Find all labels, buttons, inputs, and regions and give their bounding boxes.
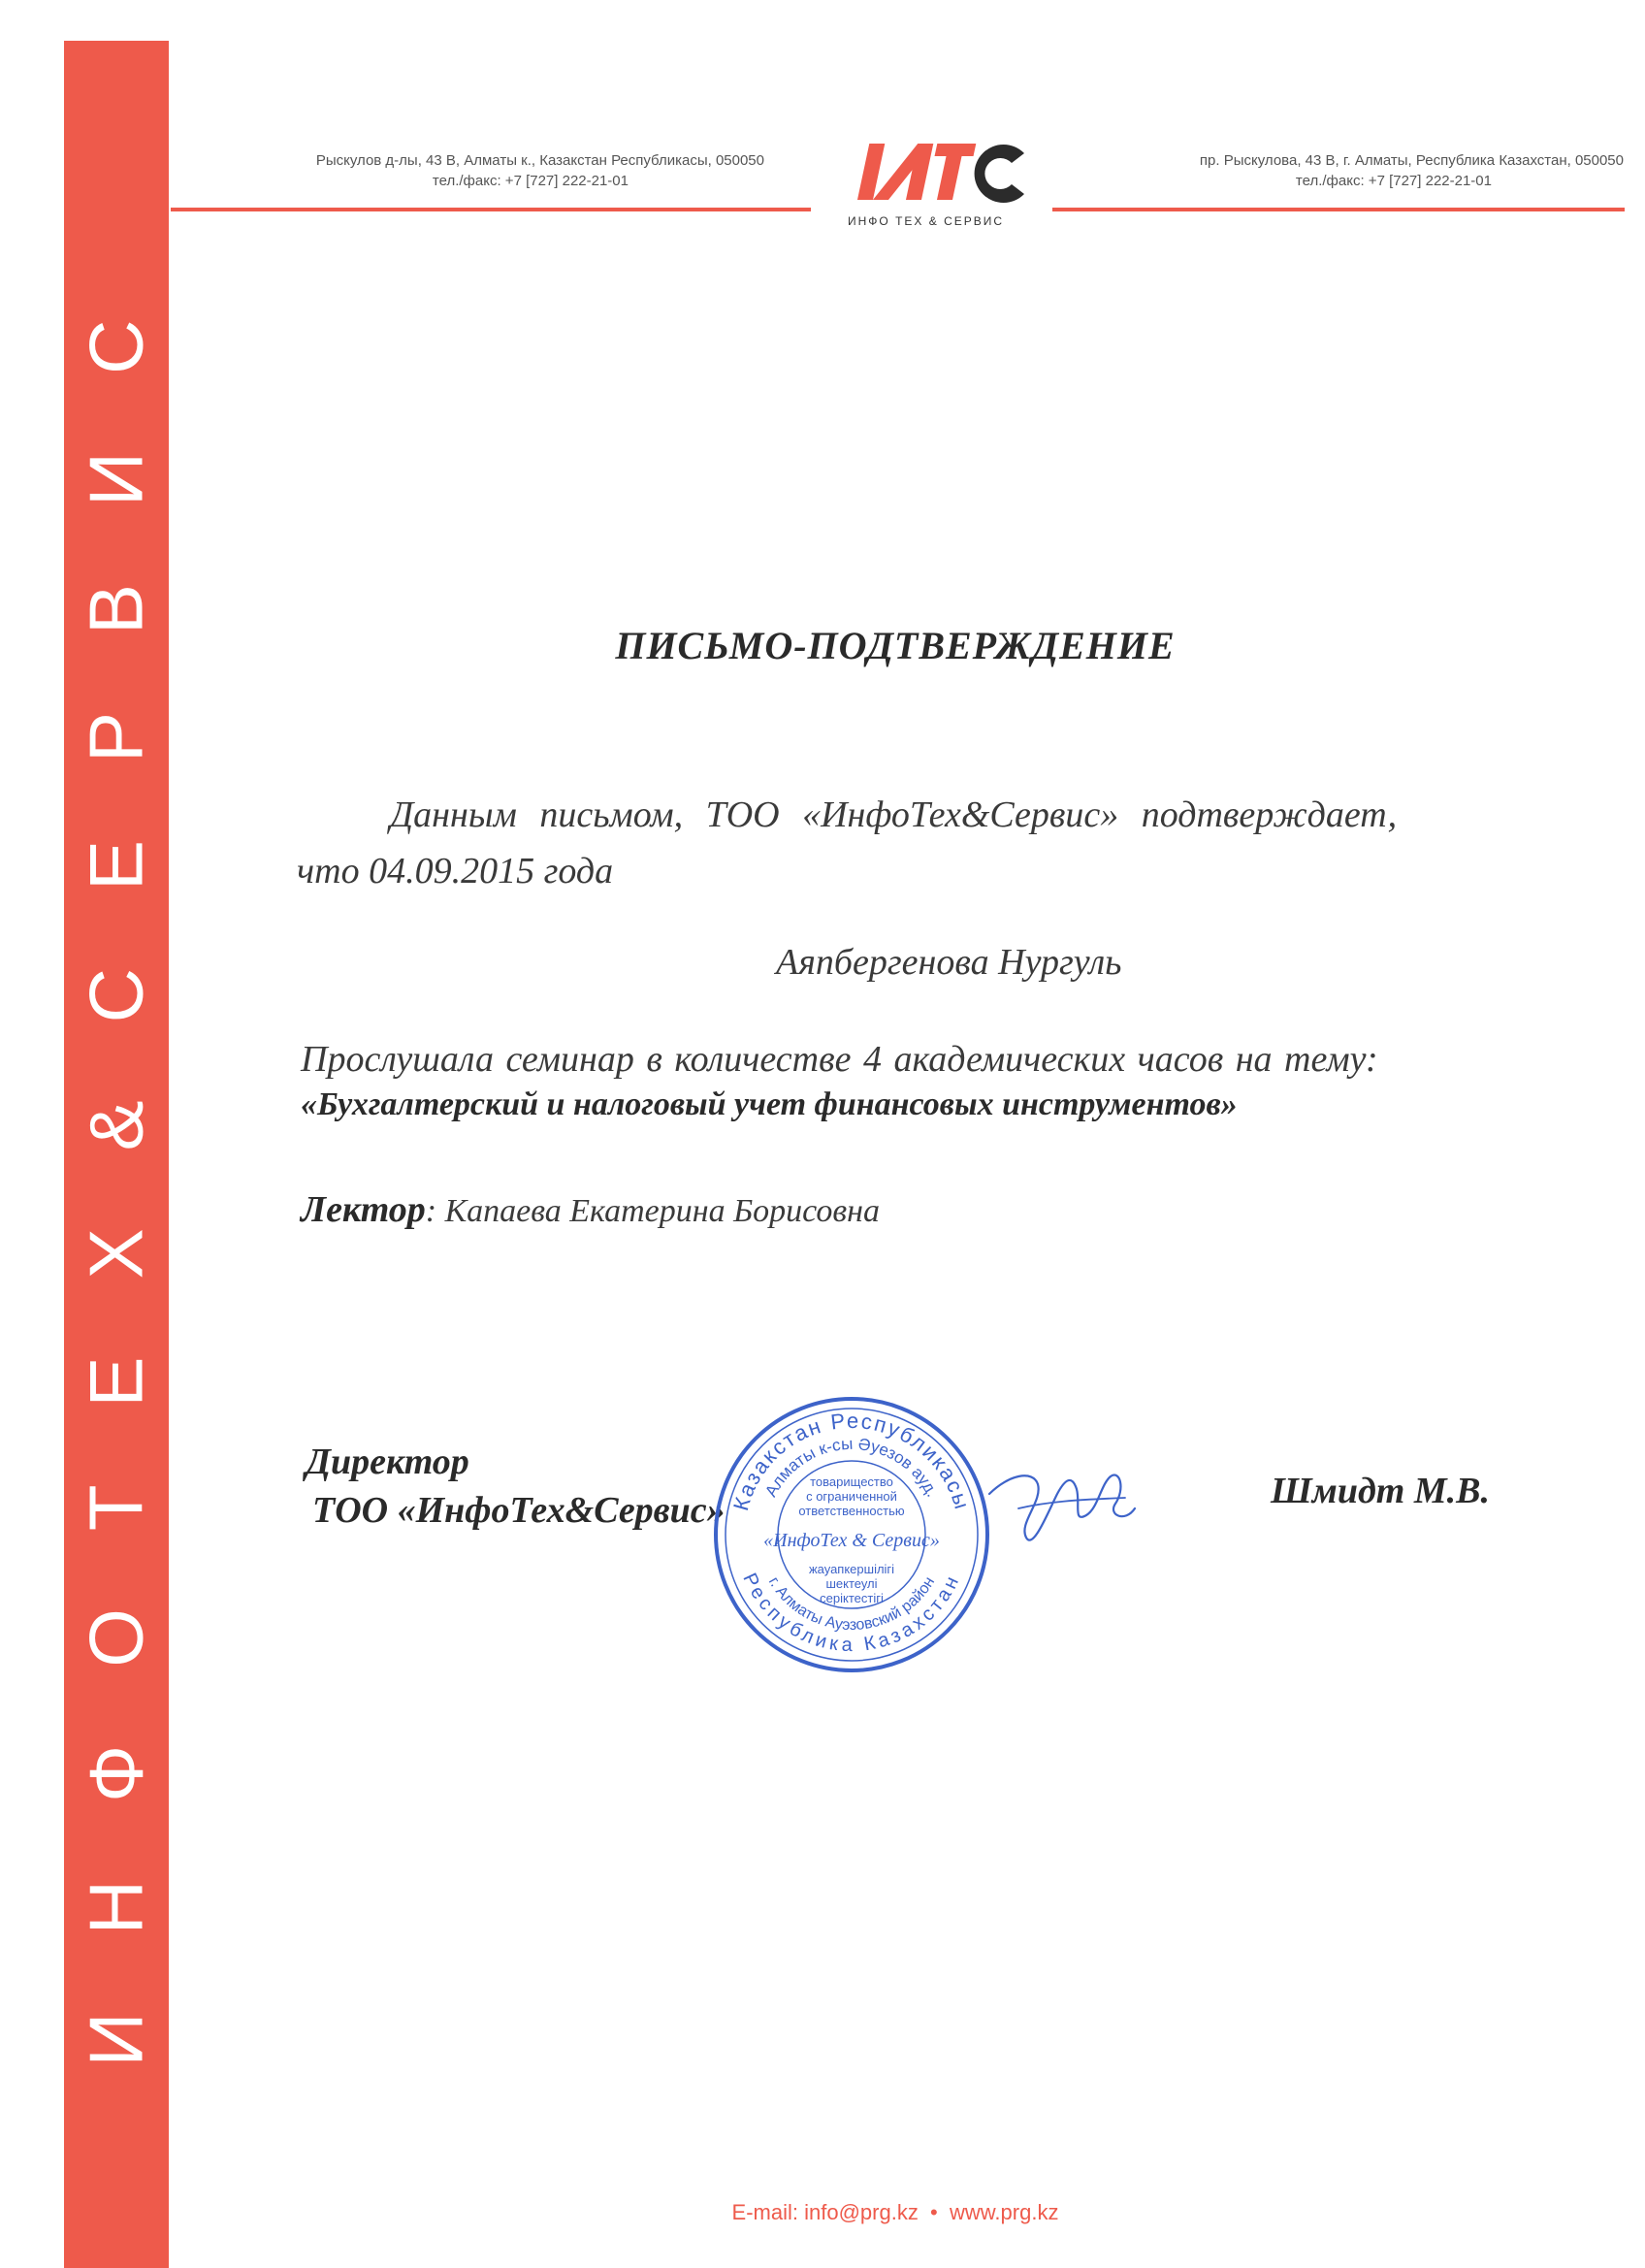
attendee-name: Аяпбергенова Нургуль (776, 942, 1122, 983)
footer-contacts: E-mail: info@prg.kz • www.prg.kz (731, 2200, 1059, 2224)
header-right-address: пр. Рыскулова, 43 В, г. Алматы, Республика Казахстан, 050050 (1199, 152, 1624, 169)
director-signature (980, 1455, 1145, 1562)
seal-text-inner-2: с ограниченной (806, 1489, 897, 1504)
seal-text-outer-top: Казакстан Республикасы (728, 1408, 976, 1514)
director-name: Шмидт М.В. (1271, 1471, 1490, 1511)
paragraph-2-line-1: Прослушала семинар в количестве 4 академических часов на тему: (301, 1039, 1378, 1080)
seal-text-outer-top-2: Алматы к-сы Әуезов ауд. (761, 1434, 942, 1501)
director-company: ТОО «ИнфоТех&Сервис» (312, 1490, 726, 1531)
seal-text-inner-3: ответственностью (798, 1504, 905, 1518)
header-left-address: Рыскулов д-лы, 43 В, Алматы к., Казакстан Республикасы, 050050 (315, 152, 764, 169)
sidebar-brand-stripe (64, 41, 169, 2268)
sidebar-brand-text: ИНФОТЕХ&СЕРВИС (73, 242, 159, 2067)
letter-title: ПИСЬМО-ПОДТВЕРЖДЕНИЕ (615, 624, 1176, 667)
seal-text-inner-6: серіктестігі (820, 1591, 884, 1605)
header-left-phone: тел./факс: +7 [727] 222-21-01 (432, 173, 629, 189)
header-right-contacts (1086, 150, 1624, 191)
company-seal (706, 1389, 997, 1680)
paragraph-1-line-1: Данным письмом, ТОО «ИнфоТех&Сервис» подтверждает, (390, 794, 1398, 835)
seal-text-inner-1: товарищество (810, 1474, 893, 1489)
seal-text-outer-bottom: г. Алматы Ауэзовский район (764, 1573, 939, 1635)
seal-text-inner-5: шектеулі (825, 1576, 878, 1591)
director-title: Директор (306, 1442, 469, 1482)
paragraph-1-line-2: что 04.09.2015 года (297, 851, 614, 891)
seminar-topic: «Бухгалтерский и налоговый учет финансовых инструментов» (301, 1086, 1238, 1122)
header-right-phone: тел./факс: +7 [727] 222-21-01 (1295, 173, 1492, 189)
header-right-rule (1052, 208, 1625, 211)
header-left-rule (171, 208, 811, 211)
logo-caption: ИНФО ТЕХ & СЕРВИС (848, 214, 1005, 228)
header-left-contacts (233, 150, 764, 191)
seal-text-center: «ИнфоТех & Сервис» (763, 1530, 940, 1551)
company-logo (842, 136, 1026, 243)
lecturer-label: Лектор (301, 1189, 426, 1230)
seal-text-outer-bottom-2: Республика Казахстан (738, 1570, 965, 1657)
lecturer-line (301, 1188, 880, 1231)
lecturer-name: : Капаева Екатерина Борисовна (425, 1193, 881, 1229)
seal-text-inner-4: жауапкершілігі (808, 1562, 895, 1576)
